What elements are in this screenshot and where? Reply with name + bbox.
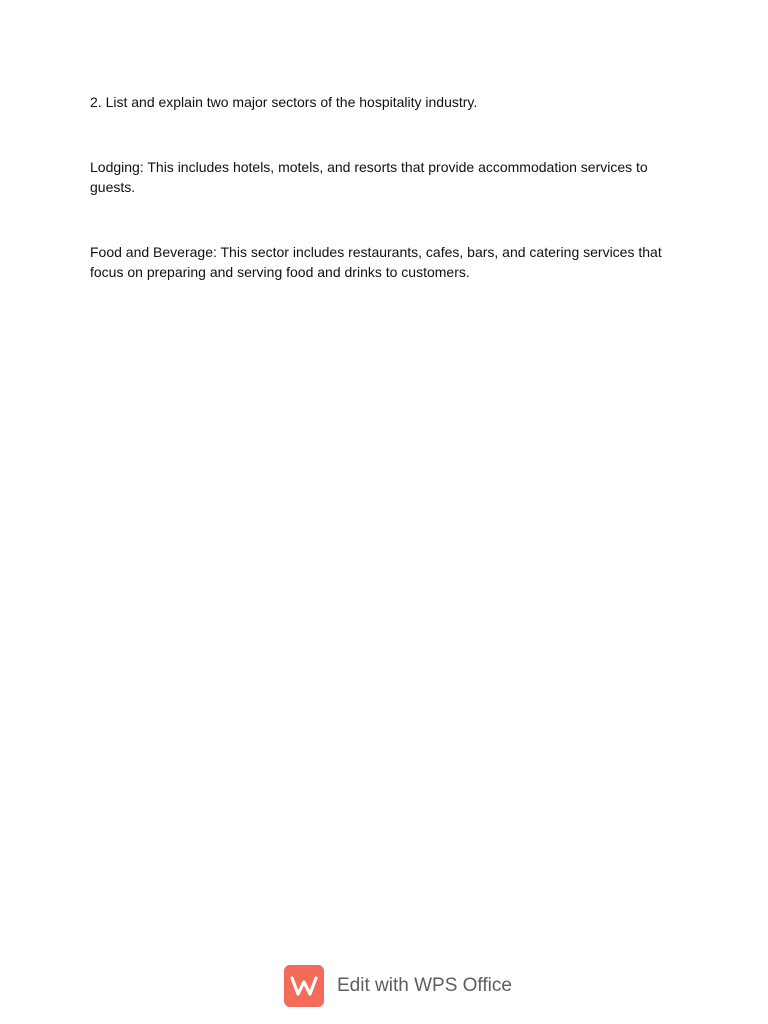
lodging-paragraph: Lodging: This includes hotels, motels, and resorts that provide accommodation services to guests. (90, 159, 648, 195)
edit-with-wps-banner[interactable] (284, 965, 512, 1007)
question-paragraph: 2. List and explain two major sectors of the hospitality industry. (90, 94, 478, 110)
document-body (90, 92, 670, 282)
food-beverage-paragraph: Food and Beverage: This sector includes restaurants, cafes, bars, and catering services that focus on preparing and serving food and drinks to customers. (90, 244, 662, 280)
wps-office-logo-icon (284, 965, 324, 1007)
edit-with-wps-label[interactable]: Edit with WPS Office (337, 975, 512, 996)
